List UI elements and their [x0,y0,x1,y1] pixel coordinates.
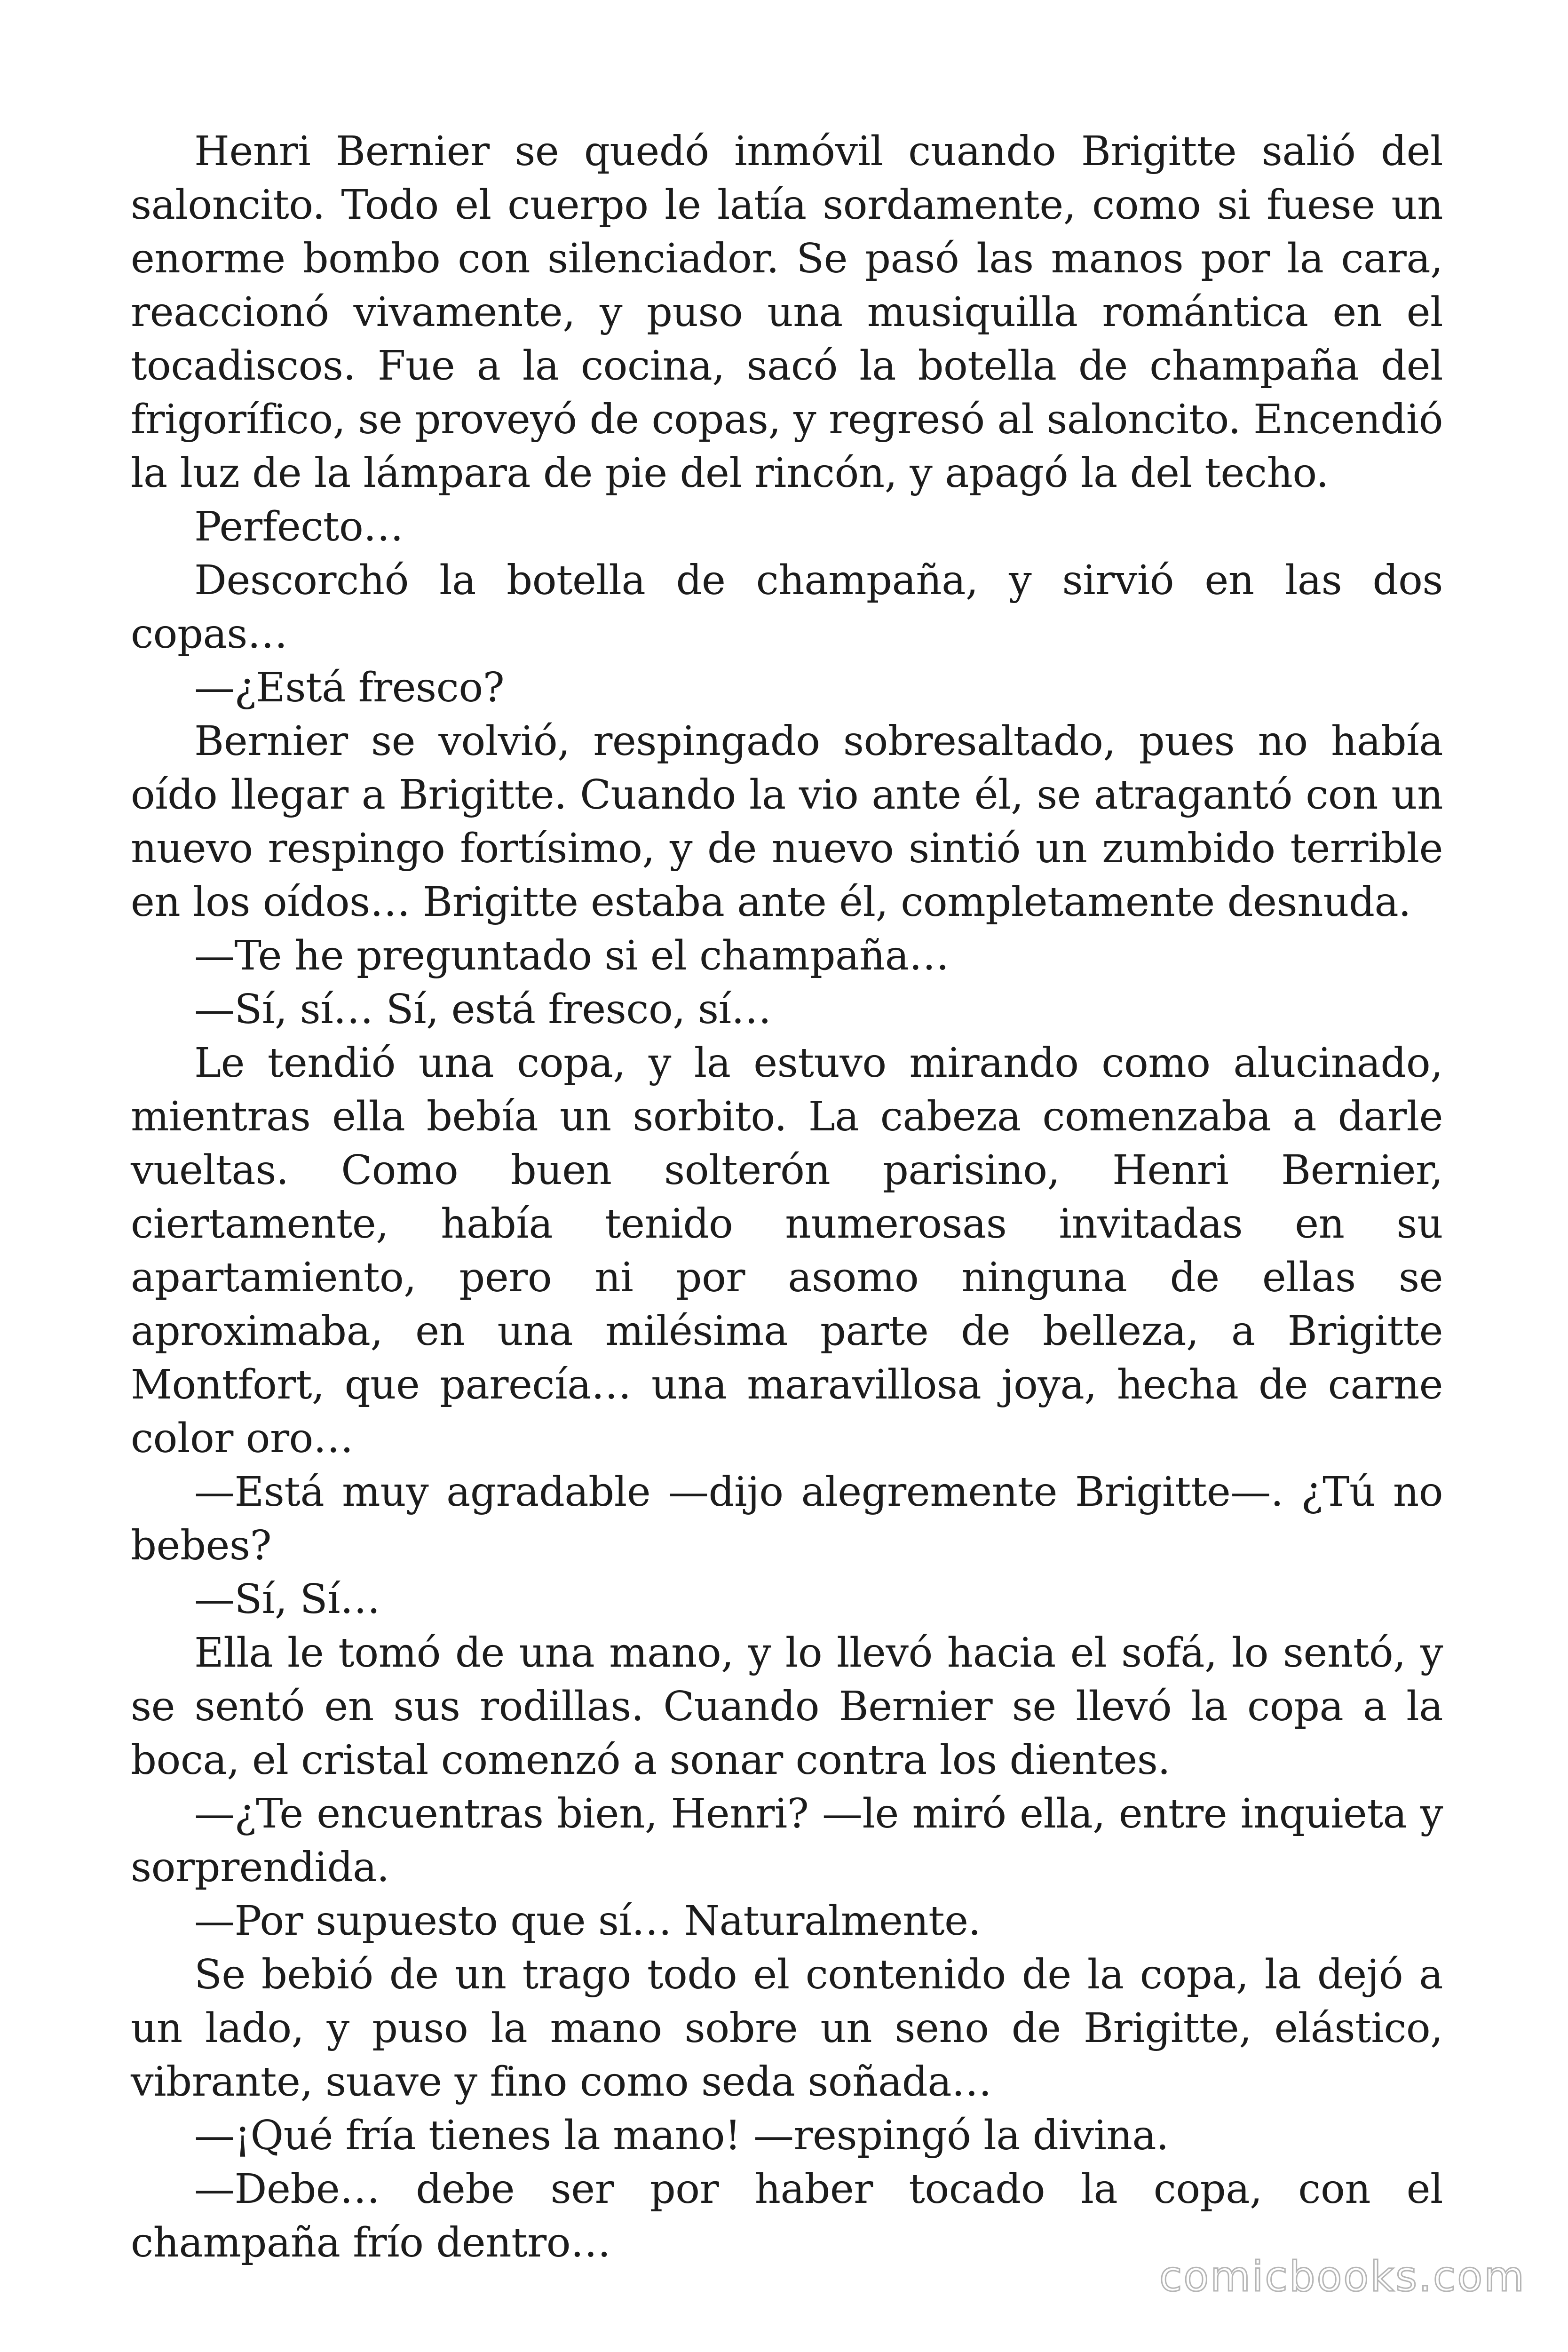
paragraph: —Debe… debe ser por haber tocado la copa, con el champaña frío dentro… [131,2166,1443,2266]
paragraph: Bernier se volvió, respingado sobresaltado, pues no había oído llegar a Brigitte. Cuando la vio ante él, se atragantó con un nuevo respingo fortísimo, y de nuevo sintió un zumbido terrible en los oídos… Brigitte estaba ante él, completamente desnuda. [131,718,1443,926]
paragraph: —Por supuesto que sí… Naturalmente. [194,1898,981,1945]
paragraph: Perfecto… [194,503,404,550]
paragraph: Se bebió de un trago todo el contenido de la copa, la dejó a un lado, y puso la mano sobre un seno de Brigitte, elástico, vibrante, suave y fino como seda soñada… [131,1951,1443,2106]
paragraph: —Te he preguntado si el champaña… [194,932,949,979]
paragraph: Henri Bernier se quedó inmóvil cuando Brigitte salió del saloncito. Todo el cuerpo le latía sordamente, como si fuese un enorme bombo con silenciador. Se pasó las manos por la cara, reaccionó vivamente, y puso una musiquilla romántica en el tocadiscos. Fue a la cocina, sacó la botella de champaña del frigorífico, se proveyó de copas, y regresó al saloncito. Encendió la luz de la lámpara de pie del rincón, y apagó la del techo. [131,128,1443,497]
watermark: comicbooks.com [1159,2252,1526,2301]
paragraph: Le tendió una copa, y la estuvo mirando como alucinado, mientras ella bebía un sorbito. La cabeza comenzaba a darle vueltas. Como buen solterón parisino, Henri Bernier, ciertamente, había tenido numerosas invitadas en su apartamiento, pero ni por asomo ninguna de ellas se aproximaba, en una milésima parte de belleza, a Brigitte Montfort, que parecía… una maravillosa joya, hecha de carne color oro… [131,1040,1443,1462]
paragraph: —Está muy agradable —dijo alegremente Brigitte—. ¿Tú no bebes? [131,1469,1443,1569]
paragraph: —Sí, sí… Sí, está fresco, sí… [194,986,772,1033]
paragraph: Descorchó la botella de champaña, y sirvió en las dos copas… [131,557,1443,658]
page-body [131,125,1443,2270]
paragraph: —¿Está fresco? [194,664,505,711]
paragraph: —¿Te encuentras bien, Henri? —le miró ella, entre inquieta y sorprendida. [131,1790,1443,1891]
paragraph: —Sí, Sí… [194,1576,380,1623]
paragraph: Ella le tomó de una mano, y lo llevó hacia el sofá, lo sentó, y se sentó en sus rodillas. Cuando Bernier se llevó la copa a la boca, el cristal comenzó a sonar contra los dientes. [131,1629,1443,1784]
paragraph: —¡Qué fría tienes la mano! —respingó la divina. [194,2112,1169,2159]
